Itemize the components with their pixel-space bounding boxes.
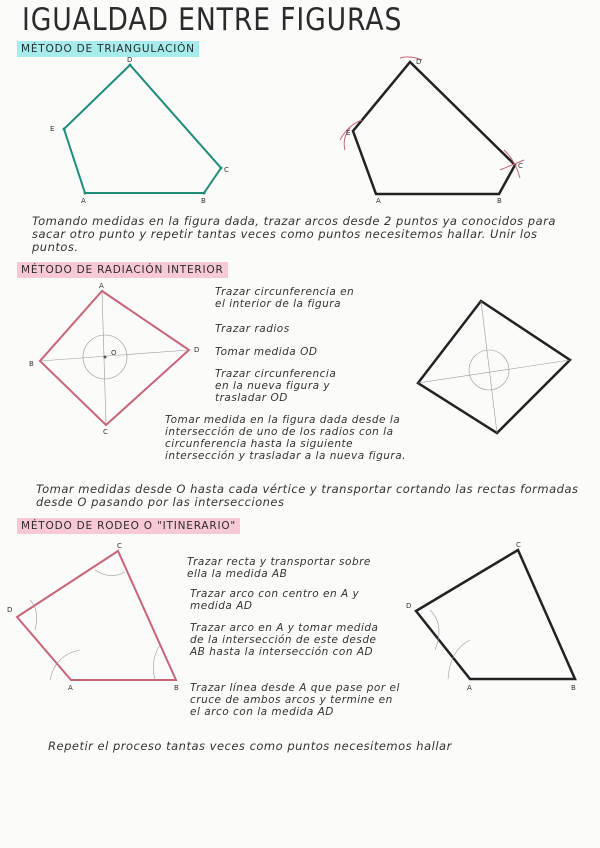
label-s1-right-d: D <box>416 58 422 66</box>
heading-radiation: MÉTODO DE RADIACIÓN INTERIOR <box>17 262 228 278</box>
heading-triangulation: MÉTODO DE TRIANGULACIÓN <box>17 41 199 57</box>
radiation-step-2: Trazar radios <box>215 323 290 335</box>
label-s1-left-a: A <box>81 197 86 205</box>
rodeo-description: Repetir el proceso tantas veces como puntos necesitemos hallar <box>48 739 452 753</box>
triangulation-description: Tomando medidas en la figura dada, trazar arcos desde 2 puntos ya conocidos para sacar otro punto y repetir tantas veces como puntos necesitemos hallar. Unir los puntos. <box>32 214 556 254</box>
label-s3-right-a: A <box>467 684 472 692</box>
label-s2-c: C <box>103 428 108 436</box>
rodeo-step-3: Trazar arco en A y tomar medida de la intersección de este desde AB hasta la intersección con AD <box>190 622 379 658</box>
radiation-note: Tomar medida en la figura dada desde la intersección de uno de los radios con la circunferencia hasta la siguiente intersección y trasladar a la nueva figura. <box>165 414 407 462</box>
label-s1-left-b: B <box>201 197 206 205</box>
label-s1-right-b: B <box>497 197 502 205</box>
radiation-copied-figure <box>418 301 570 433</box>
label-s1-right-c: C <box>518 162 523 170</box>
heading-rodeo: MÉTODO DE RODEO O "ITINERARIO" <box>17 518 240 534</box>
triangulation-copied-figure <box>340 57 524 194</box>
label-s1-left-d: D <box>127 56 133 64</box>
label-s1-right-e: E <box>346 129 351 137</box>
label-s3-left-c: C <box>117 542 122 550</box>
triangulation-given-figure <box>63 64 223 195</box>
label-s3-left-b: B <box>174 684 179 692</box>
label-s2-b: B <box>29 360 34 368</box>
radiation-step-3: Tomar medida OD <box>215 346 318 358</box>
radiation-given-figure <box>40 291 189 425</box>
rodeo-given-figure <box>17 551 176 680</box>
radiation-step-1: Trazar circunferencia en el interior de la figura <box>215 286 355 310</box>
label-s1-right-a: A <box>376 197 381 205</box>
label-s3-right-d: D <box>406 602 412 610</box>
label-s3-left-d: D <box>7 606 13 614</box>
label-s1-left-e: E <box>50 125 55 133</box>
label-s3-left-a: A <box>68 684 73 692</box>
label-s2-a: A <box>99 282 104 290</box>
label-s1-left-c: C <box>224 166 229 174</box>
page-title: IGUALDAD ENTRE FIGURAS <box>22 2 403 38</box>
label-s2-d: D <box>194 346 200 354</box>
rodeo-step-2: Trazar arco con centro en A y medida AD <box>190 588 360 612</box>
label-s2-o: O <box>111 349 117 357</box>
radiation-step-4: Trazar circunferencia en la nueva figura y trasladar OD <box>215 368 337 404</box>
radiation-description: Tomar medidas desde O hasta cada vértice y transportar cortando las rectas formadas desde O pasando por las intersecciones <box>36 482 579 509</box>
rodeo-step-4: Trazar línea desde A que pase por el cruce de ambos arcos y termine en el arco con la medida AD <box>190 682 400 718</box>
rodeo-copied-figure <box>416 550 575 679</box>
label-s3-right-c: C <box>516 541 521 549</box>
label-s3-right-b: B <box>571 684 576 692</box>
rodeo-step-1: Trazar recta y transportar sobre ella la medida AB <box>187 556 371 580</box>
